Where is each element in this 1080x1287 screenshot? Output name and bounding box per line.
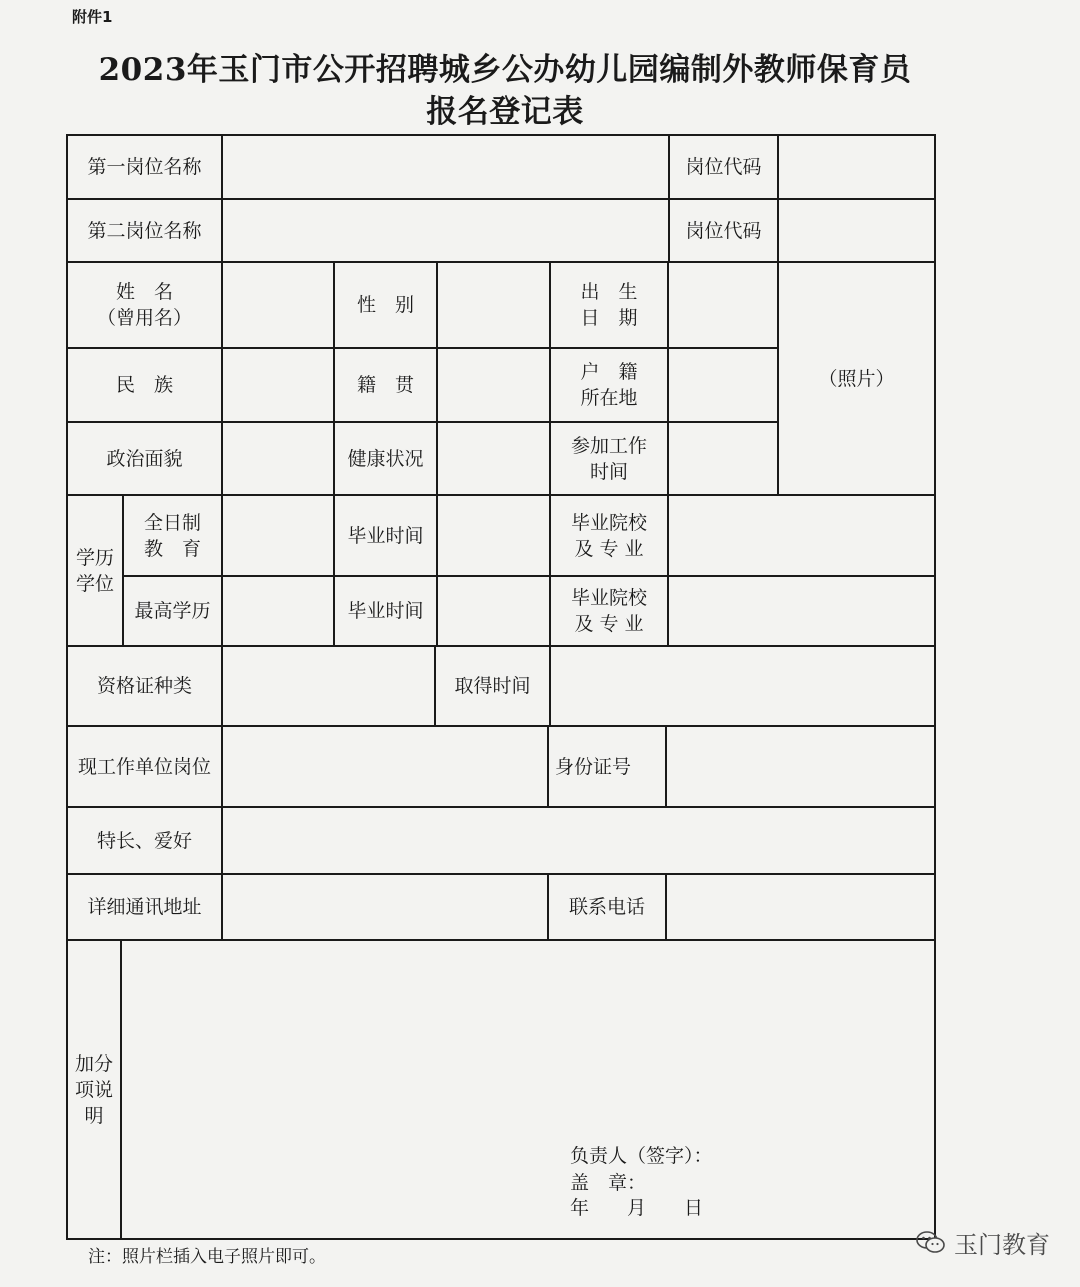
field-political-status[interactable] <box>223 423 333 494</box>
label-name: 姓 名 （曾用名） <box>96 281 192 329</box>
watermark-text: 玉门教育 <box>954 1231 1050 1259</box>
photo-placeholder[interactable]: （照片） <box>818 368 895 390</box>
field-second-post-code[interactable] <box>779 200 934 261</box>
signature-seal: 盖 章： <box>570 1172 647 1194</box>
field-first-post-name[interactable] <box>223 136 668 198</box>
label-phone: 联系电话 <box>568 896 645 918</box>
wechat-icon <box>916 1230 946 1256</box>
field-work-start-time[interactable] <box>669 423 777 494</box>
field-gender[interactable] <box>438 263 549 347</box>
field-specialties-hobbies[interactable] <box>223 808 934 873</box>
form-title-line1: 2023年玉门市公开招聘城乡公办幼儿园编制外教师保育员 <box>98 52 912 88</box>
field-ethnicity[interactable] <box>223 349 333 421</box>
label-graduation-time-2: 毕业时间 <box>347 600 424 622</box>
label-school-major-1: 毕业院校 及 专 业 <box>570 511 647 560</box>
label-graduation-time-1: 毕业时间 <box>347 524 424 547</box>
field-current-employer-post[interactable] <box>223 727 547 806</box>
field-first-post-code[interactable] <box>779 136 934 198</box>
footnote: 注：照片栏插入电子照片即可。 <box>88 1247 326 1267</box>
table-border-right <box>934 134 936 1240</box>
signature-responsible-person: 负责人（签字）： <box>570 1145 713 1167</box>
field-certificate-type[interactable] <box>223 647 434 725</box>
label-second-post-code: 岗位代码 <box>685 219 762 242</box>
table-border-bottom <box>66 1238 936 1240</box>
field-bonus-explanation[interactable] <box>122 941 934 1238</box>
field-health-status[interactable] <box>438 423 549 494</box>
field-address[interactable] <box>223 875 547 939</box>
field-phone[interactable] <box>667 875 934 939</box>
field-native-place[interactable] <box>438 349 549 421</box>
label-ethnicity: 民 族 <box>115 374 173 396</box>
label-specialties-hobbies: 特长、爱好 <box>96 829 192 852</box>
label-gender: 性 别 <box>356 294 414 316</box>
field-name[interactable] <box>223 263 333 347</box>
label-birth-date: 出 生 日 期 <box>580 281 638 329</box>
attachment-label: 附件1 <box>72 8 113 26</box>
label-current-employer-post: 现工作单位岗位 <box>77 755 211 778</box>
label-health-status: 健康状况 <box>347 447 424 470</box>
label-work-start-time: 参加工作 时间 <box>570 434 647 483</box>
label-political-status: 政治面貌 <box>106 447 183 470</box>
field-school-major-1[interactable] <box>669 496 934 575</box>
field-graduation-time-1[interactable] <box>438 496 549 575</box>
label-school-major-2: 毕业院校 及 专 业 <box>570 587 647 635</box>
field-highest-education[interactable] <box>223 577 333 645</box>
field-school-major-2[interactable] <box>669 577 934 645</box>
field-household-registration[interactable] <box>669 349 777 421</box>
label-highest-education: 最高学历 <box>134 600 211 622</box>
label-native-place: 籍 贯 <box>356 374 414 396</box>
field-full-time-education[interactable] <box>223 496 333 575</box>
label-certificate-type: 资格证种类 <box>96 675 192 697</box>
label-second-post-name: 第二岗位名称 <box>87 219 202 242</box>
label-first-post-code: 岗位代码 <box>685 156 762 178</box>
signature-date: 年 月 日 <box>570 1197 704 1219</box>
field-obtained-time[interactable] <box>551 647 934 725</box>
label-education-degree: 学历 学位 <box>75 546 114 595</box>
watermark <box>916 1225 1050 1260</box>
field-birth-date[interactable] <box>669 263 777 347</box>
label-bonus-explanation: 加分 项说 明 <box>74 1052 113 1127</box>
form-title-line2: 报名登记表 <box>426 94 584 130</box>
field-id-number[interactable] <box>667 727 934 806</box>
field-graduation-time-2[interactable] <box>438 577 549 645</box>
label-id-number: 身份证号 <box>555 755 632 778</box>
label-household-registration: 户 籍 所在地 <box>580 361 638 409</box>
field-second-post-name[interactable] <box>223 200 668 261</box>
label-address: 详细通讯地址 <box>87 896 202 918</box>
label-obtained-time: 取得时间 <box>454 675 531 697</box>
label-first-post-name: 第一岗位名称 <box>87 156 202 178</box>
label-full-time-education: 全日制 教 育 <box>143 511 201 560</box>
